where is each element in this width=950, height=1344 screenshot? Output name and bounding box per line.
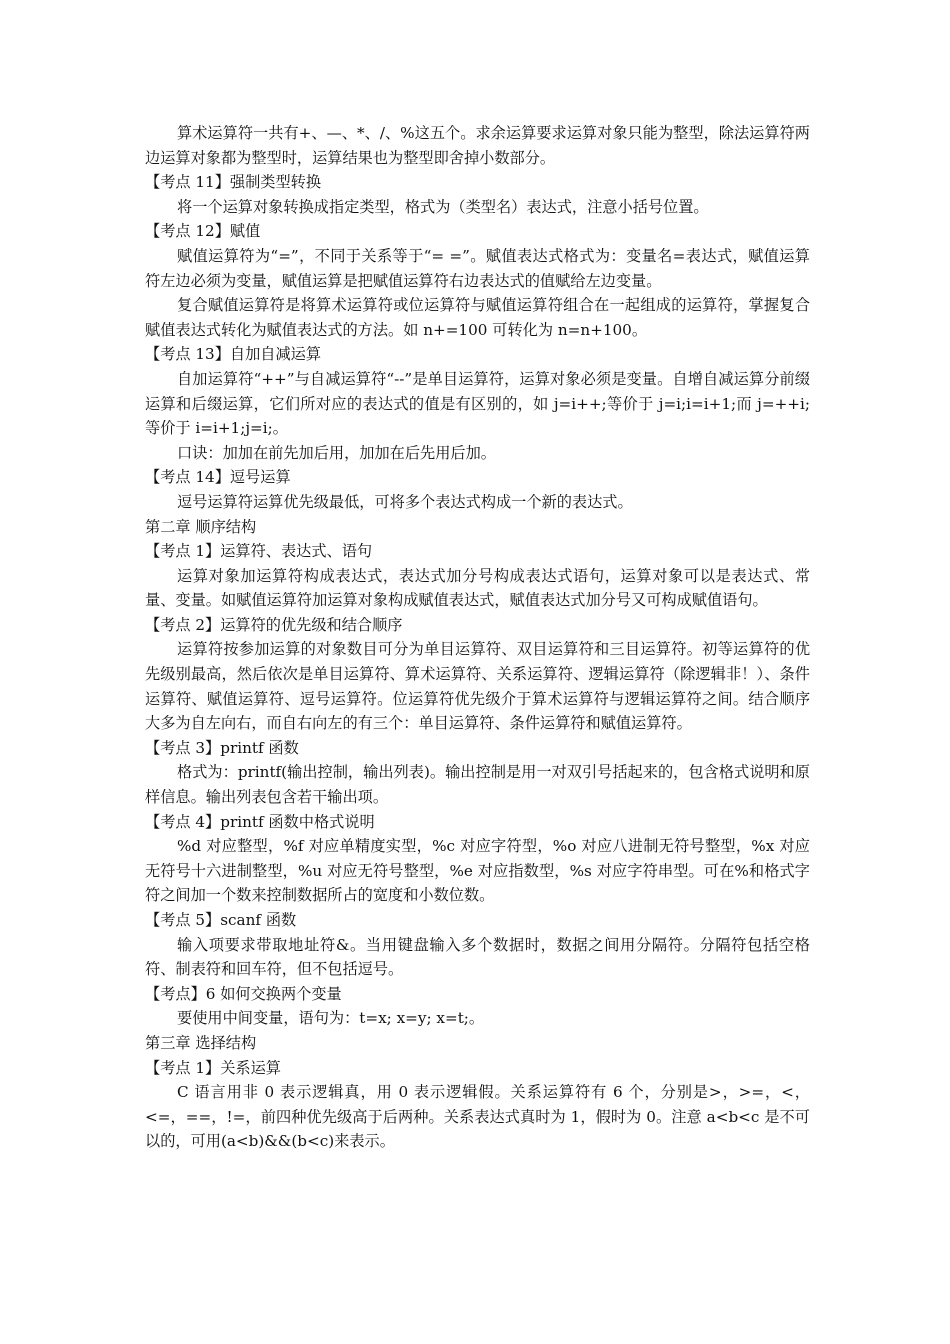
section-heading: 【考点】6 如何交换两个变量 bbox=[145, 984, 342, 1003]
paragraph: 运算符按参加运算的对象数目可分为单目运算符、双目运算符和三目运算符。初等运算符的优先级别最高，然后依次是单目运算符、算术运算符、关系运算符、逻辑运算符（除逻辑非！）、条件运算符、赋值运算符、逗号运算符。位运算符优先级介于算术运算符与逻辑运算符之间。结合顺序大多为自左向右，而自右向左的有三个：单目运算符、条件运算符和赋值运算符。 bbox=[145, 640, 810, 733]
section-heading: 【考点 2】运算符的优先级和结合顺序 bbox=[145, 615, 403, 634]
section-heading: 【考点 12】赋值 bbox=[145, 222, 261, 241]
section-heading: 【考点 5】scanf 函数 bbox=[145, 911, 297, 929]
document-page bbox=[145, 121, 810, 1154]
paragraph: 运算对象加运算符构成表达式，表达式加分号构成表达式语句，运算对象可以是表达式、常量、变量。如赋值运算符加运算对象构成赋值表达式，赋值表达式加分号又可构成赋值语句。 bbox=[145, 566, 810, 610]
paragraph: 自加运算符“++”与自减运算符“--”是单目运算符，运算对象必须是变量。自增自减运算分前缀运算和后缀运算，它们所对应的表达式的值是有区别的，如 j=i++;等价于 j=i;i=i+1;而 j=++i;等价于 i=i+1;j=i;。 bbox=[145, 369, 810, 438]
section-heading: 【考点 14】逗号运算 bbox=[145, 468, 291, 487]
paragraph: %d 对应整型，%f 对应单精度实型，%c 对应字符型，%o 对应八进制无符号整型，%x 对应无符号十六进制整型，%u 对应无符号整型，%e 对应指数型，%s 对应字符串型。可在%和格式字符之间加一个数来控制数据所占的宽度和小数位数。 bbox=[145, 837, 810, 905]
paragraph: 格式为：printf(输出控制，输出列表)。输出控制是用一对双引号括起来的，包含格式说明和原样信息。输出列表包含若干输出项。 bbox=[145, 763, 810, 807]
paragraph: 输入项要求带取地址符&。当用键盘输入多个数据时，数据之间用分隔符。分隔符包括空格符、制表符和回车符，但不包括逗号。 bbox=[145, 935, 810, 979]
paragraph: 算术运算符一共有+、—、*、/、%这五个。求余运算要求运算对象只能为整型，除法运算符两边运算对象都为整型时，运算结果也为整型即舍掉小数部分。 bbox=[145, 124, 810, 167]
section-heading: 【考点 1】关系运算 bbox=[145, 1058, 281, 1077]
chapter-heading: 第二章 顺序结构 bbox=[145, 517, 257, 536]
paragraph: 逗号运算符运算优先级最低，可将多个表达式构成一个新的表达式。 bbox=[177, 492, 633, 511]
paragraph: 要使用中间变量，语句为：t=x; x=y; x=t;。 bbox=[177, 1009, 485, 1028]
paragraph: 赋值运算符为“=”，不同于关系等于“= =”。赋值表达式格式为：变量名=表达式，赋值运算符左边必须为变量，赋值运算是把赋值运算符右边表达式的值赋给左边变量。 bbox=[145, 246, 810, 290]
paragraph: 口诀：加加在前先加后用，加加在后先用后加。 bbox=[177, 443, 496, 462]
section-heading: 【考点 4】printf 函数中格式说明 bbox=[145, 812, 375, 831]
section-heading: 【考点 3】printf 函数 bbox=[145, 738, 299, 757]
paragraph: 复合赋值运算符是将算术运算符或位运算符与赋值运算符组合在一起组成的运算符，掌握复合赋值表达式转化为赋值表达式的方法。如 n+=100 可转化为 n=n+100。 bbox=[145, 296, 810, 339]
paragraph: C 语言用非 0 表示逻辑真，用 0 表示逻辑假。关系运算符有 6 个，分别是>，>=，<，<=，==，!=，前四种优先级高于后两种。关系表达式真时为 1，假时为 0。注意 a<b<c 是不可以的，可用(a<b)&&(b<c)来表示。 bbox=[145, 1083, 810, 1151]
paragraph: 将一个运算对象转换成指定类型，格式为（类型名）表达式，注意小括号位置。 bbox=[177, 197, 709, 216]
section-heading: 【考点 11】强制类型转换 bbox=[145, 173, 322, 192]
section-heading: 【考点 13】自加自减运算 bbox=[145, 345, 322, 364]
section-heading: 【考点 1】运算符、表达式、语句 bbox=[145, 542, 373, 561]
chapter-heading: 第三章 选择结构 bbox=[145, 1033, 257, 1052]
